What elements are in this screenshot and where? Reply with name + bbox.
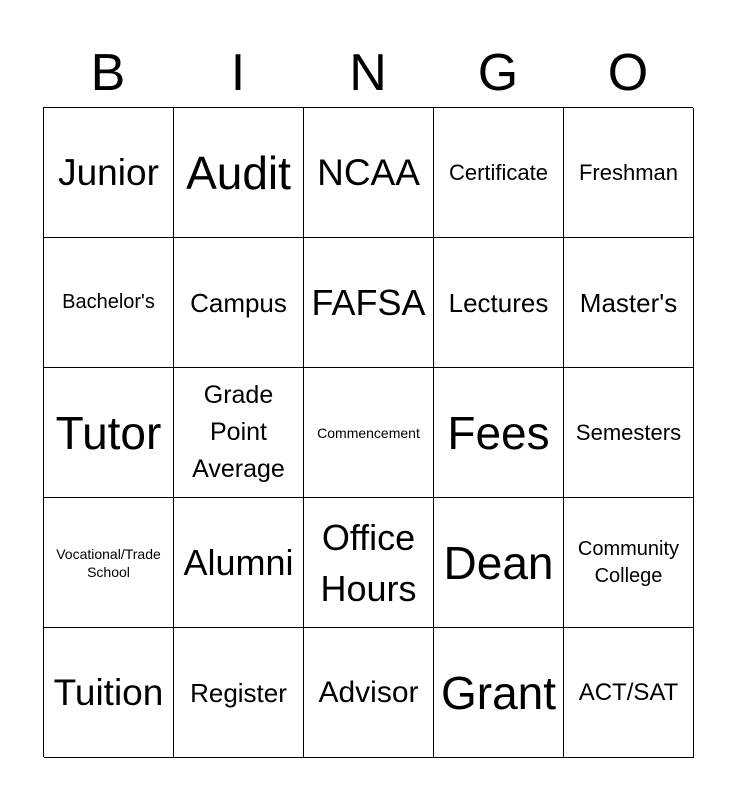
bingo-card-grid [43, 107, 693, 757]
bingo-cell[interactable] [304, 498, 434, 628]
bingo-cell[interactable] [564, 238, 694, 368]
bingo-cell[interactable] [564, 368, 694, 498]
bingo-cell[interactable] [174, 628, 304, 758]
cell-label: Semesters [575, 419, 682, 445]
cell-label: Tuition [53, 671, 164, 713]
bingo-cell[interactable] [174, 498, 304, 628]
cell-label: NCAA [317, 151, 420, 193]
cell-label: Junior [58, 151, 159, 193]
bingo-cell[interactable] [304, 628, 434, 758]
bingo-cell[interactable] [174, 108, 304, 238]
bingo-cell[interactable] [564, 108, 694, 238]
header-letter-b: B [90, 44, 126, 102]
bingo-cell[interactable] [44, 368, 174, 498]
bingo-cell[interactable] [564, 498, 694, 628]
cell-label: Freshman [578, 159, 679, 185]
cell-label: Vocational/Trade School [56, 545, 161, 580]
bingo-cell[interactable] [434, 368, 564, 498]
cell-label: Advisor [318, 675, 419, 709]
cell-label: Tutor [55, 406, 162, 459]
cell-label: Alumni [183, 541, 294, 583]
cell-label: Grade Point Average [192, 381, 285, 483]
bingo-cell[interactable] [434, 628, 564, 758]
bingo-cell[interactable] [44, 108, 174, 238]
cell-label: Dean [443, 536, 554, 589]
bingo-cell[interactable] [434, 238, 564, 368]
cell-label: Certificate [448, 159, 549, 185]
header-letter-g: G [477, 44, 519, 102]
header-letter-i: I [230, 44, 246, 102]
cell-label: Audit [186, 146, 291, 199]
bingo-cell[interactable] [564, 628, 694, 758]
cell-label: Commencement [317, 424, 420, 441]
cell-label: Register [190, 677, 287, 708]
cell-label: Bachelor's [62, 291, 155, 313]
header-letter-o: O [607, 44, 649, 102]
bingo-cell[interactable] [44, 628, 174, 758]
bingo-cell[interactable] [174, 368, 304, 498]
cell-label: Grant [440, 666, 557, 719]
bingo-cell[interactable] [304, 108, 434, 238]
bingo-cell[interactable] [174, 238, 304, 368]
bingo-cell[interactable] [434, 108, 564, 238]
bingo-cell[interactable] [434, 498, 564, 628]
cell-label: ACT/SAT [578, 678, 679, 706]
bingo-cell[interactable] [44, 238, 174, 368]
cell-label: Campus [190, 287, 287, 318]
bingo-cell[interactable] [304, 368, 434, 498]
bingo-cell[interactable] [44, 498, 174, 628]
cell-label: Office Hours [320, 516, 417, 609]
cell-label: Community College [577, 537, 680, 587]
cell-label: FAFSA [311, 281, 426, 323]
cell-label: Master's [579, 287, 678, 318]
bingo-header [43, 40, 693, 106]
bingo-cell[interactable] [304, 238, 434, 368]
cell-label: Lectures [448, 287, 549, 318]
cell-label: Fees [447, 406, 550, 459]
header-letter-n: N [349, 44, 387, 102]
